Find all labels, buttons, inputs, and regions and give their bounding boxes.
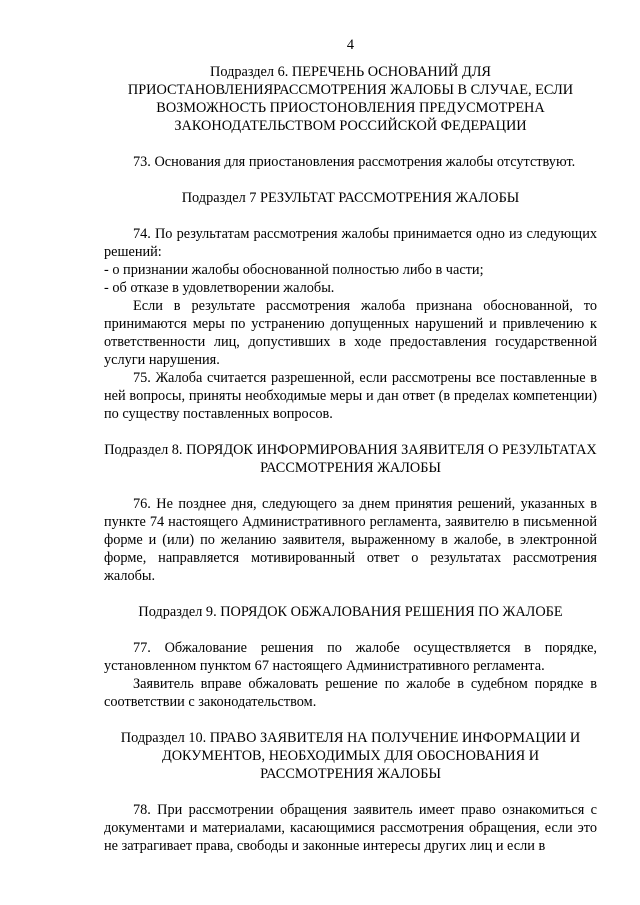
list-item-refuse: - об отказе в удовлетворении жалобы. bbox=[104, 280, 335, 296]
heading-subsection-7: Подраздел 7 РЕЗУЛЬТАТ РАССМОТРЕНИЯ ЖАЛОБЫ bbox=[181, 190, 520, 206]
list-item-uphold: - о признании жалобы обоснованной полностью либо в части; bbox=[104, 262, 484, 278]
paragraph-75: 75. Жалоба считается разрешенной, если рассмотрены все поставленные в ней вопросы, приняты необходимые меры и дан ответ (в пределах компетенции) по существу поставленных вопросов. bbox=[104, 370, 597, 422]
paragraph-74-measures: Если в результате рассмотрения жалоба признана обоснованной, то принимаются меры по устранению допущенных нарушений и привлечению к ответственности лиц, допустивших в ходе предоставления государственной услуги нарушения. bbox=[104, 298, 597, 368]
heading-subsection-10: Подраздел 10. ПРАВО ЗАЯВИТЕЛЯ НА ПОЛУЧЕНИЕ ИНФОРМАЦИИ И ДОКУМЕНТОВ, НЕОБХОДИМЫХ ДЛЯ ОБОСНОВАНИЯ И РАССМОТРЕНИЯ ЖАЛОБЫ bbox=[120, 730, 581, 782]
paragraph-78: 78. При рассмотрении обращения заявитель имеет право ознакомиться с документами и материалами, касающимися рассмотрения обращения, если это не затрагивает права, свободы и законные интересы других лиц и если в bbox=[104, 802, 597, 854]
document-page bbox=[104, 36, 597, 855]
heading-subsection-8: Подраздел 8. ПОРЯДОК ИНФОРМИРОВАНИЯ ЗАЯВИТЕЛЯ О РЕЗУЛЬТАТАХ РАССМОТРЕНИЯ ЖАЛОБЫ bbox=[104, 442, 597, 476]
paragraph-77: 77. Обжалование решения по жалобе осуществляется в порядке, установленном пунктом 67 настоящего Административного регламента. bbox=[104, 640, 597, 674]
heading-subsection-6: Подраздел 6. ПЕРЕЧЕНЬ ОСНОВАНИЙ ДЛЯ ПРИОСТАНОВЛЕНИЯРАССМОТРЕНИЯ ЖАЛОБЫ В СЛУЧАЕ, ЕСЛИ ВОЗМОЖНОСТЬ ПРИОСТОНОВЛЕНИЯ ПРЕДУСМОТРЕНА ЗАКОНОДАТЕЛЬСТВОМ РОССИЙСКОЙ ФЕДЕРАЦИИ bbox=[127, 64, 574, 134]
heading-subsection-9: Подраздел 9. ПОРЯДОК ОБЖАЛОВАНИЯ РЕШЕНИЯ ПО ЖАЛОБЕ bbox=[138, 604, 563, 620]
paragraph-77-court: Заявитель вправе обжаловать решение по жалобе в судебном порядке в соответствии с законодательством. bbox=[104, 676, 597, 710]
paragraph-73: 73. Основания для приостановления рассмотрения жалобы отсутствуют. bbox=[133, 154, 576, 170]
paragraph-76: 76. Не позднее дня, следующего за днем принятия решений, указанных в пункте 74 настоящего Административного регламента, заявителю в письменной форме и (или) по желанию заявителя, выраженному в жалобе, в электронной форме, направляется мотивированный ответ о результатах рассмотрения жалобы. bbox=[104, 496, 597, 584]
page-number: 4 bbox=[346, 37, 355, 53]
paragraph-74: 74. По результатам рассмотрения жалобы принимается одно из следующих решений: bbox=[104, 226, 597, 260]
